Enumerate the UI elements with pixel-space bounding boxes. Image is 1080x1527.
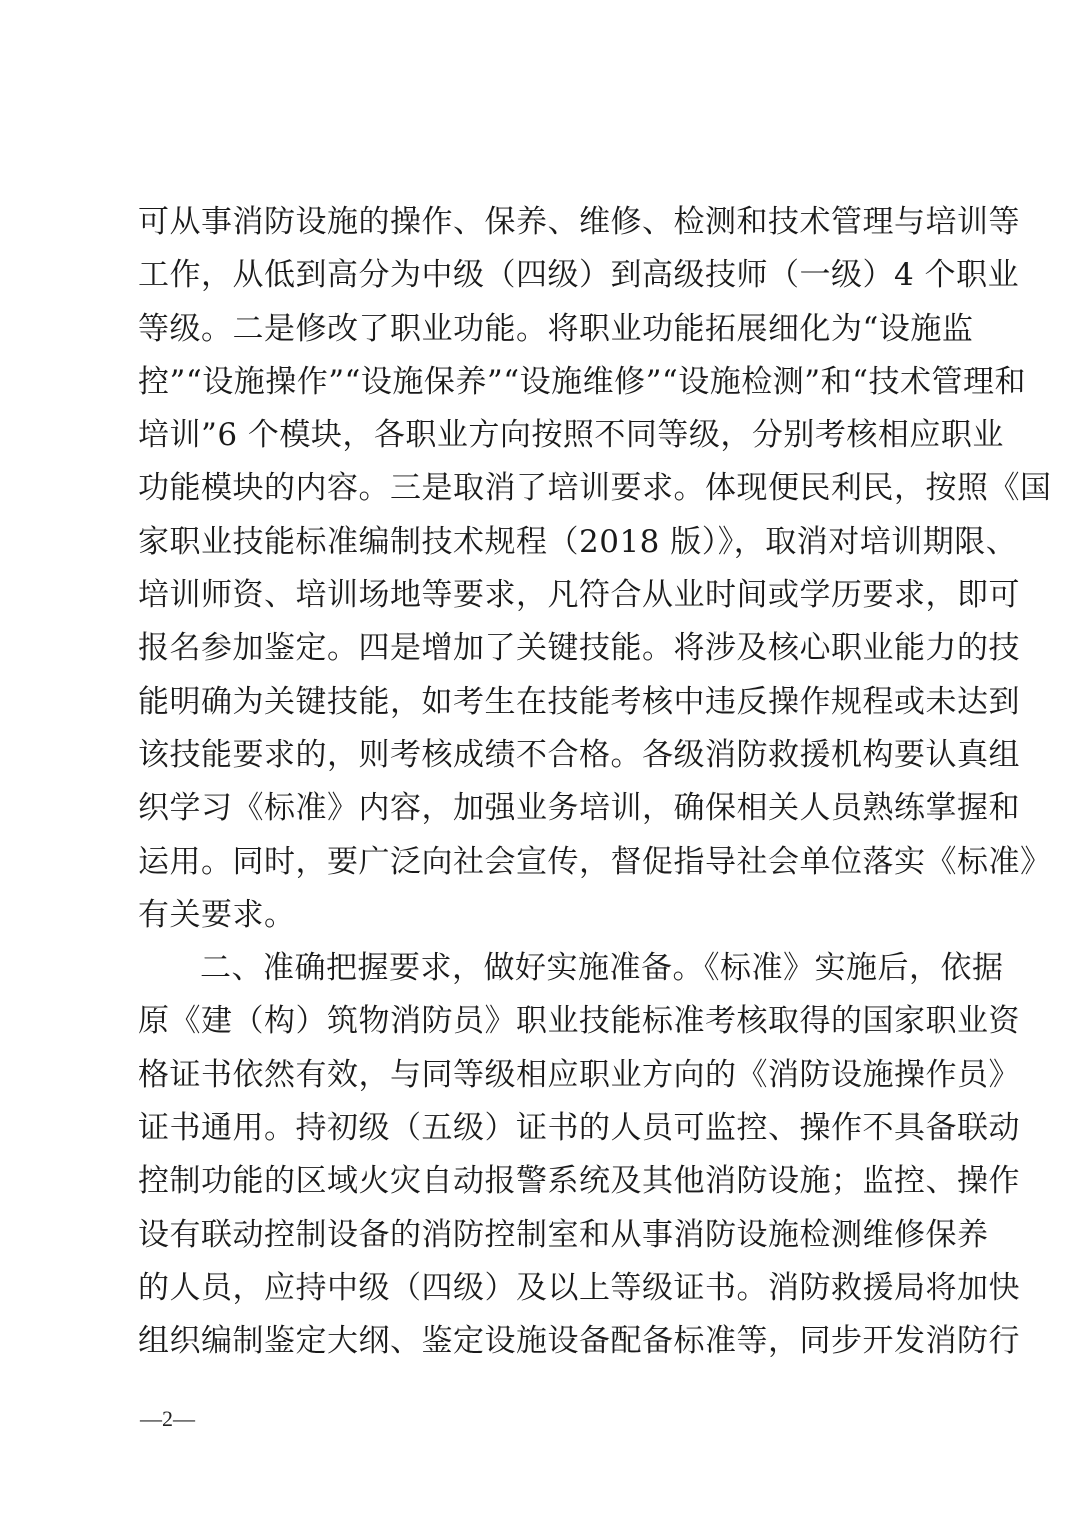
text-line: 等级。二是修改了职业功能。将职业功能拓展细化为“设施监 [138,310,974,347]
text-line: 有关要求。 [138,896,296,933]
text-line: 原《建（构）筑物消防员》职业技能标准考核取得的国家职业资 [138,1003,1020,1040]
text-line: 运用。同时，要广泛向社会宣传，督促指导社会单位落实《标准》 [138,843,1052,880]
text-line: 格证书依然有效，与同等级相应职业方向的《消防设施操作员》 [138,1056,1020,1093]
text-line: 组织编制鉴定大纲、鉴定设施设备配备标准等，同步开发消防行 [138,1323,1020,1360]
text-line: 培训师资、培训场地等要求，凡符合从业时间或学历要求，即可 [138,577,1020,614]
text-line: 设有联动控制设备的消防控制室和从事消防设施检测维修保养 [138,1216,989,1253]
page-number: —2— [140,1406,195,1431]
text-line: 织学习《标准》内容，加强业务培训，确保相关人员熟练掌握和 [138,790,1020,827]
section-heading-line: 二、准确把握要求，做好实施准备。《标准》实施后，依据 [200,950,1004,987]
text-line: 能明确为关键技能，如考生在技能考核中违反操作规程或未达到 [138,683,1020,720]
text-line: 证书通用。持初级（五级）证书的人员可监控、操作不具备联动 [138,1110,1020,1147]
body-text [138,196,1052,1369]
text-line: 控制功能的区域火灾自动报警系统及其他消防设施；监控、操作 [138,1163,1020,1200]
text-line: 工作，从低到高分为中级（四级）到高级技师（一级）4 个职业 [138,257,1020,294]
text-line: 控”“设施操作”“设施保养”“设施维修”“设施检测”和“技术管理和 [138,363,1026,400]
text-line: 可从事消防设施的操作、保养、维修、检测和技术管理与培训等 [138,204,1020,240]
text-line: 的人员，应持中级（四级）及以上等级证书。消防救援局将加快 [138,1269,1020,1306]
text-line: 该技能要求的，则考核成绩不合格。各级消防救援机构要认真组 [138,736,1020,773]
text-line: 功能模块的内容。三是取消了培训要求。体现便民利民，按照《国 [138,470,1052,507]
text-line: 报名参加鉴定。四是增加了关键技能。将涉及核心职业能力的技 [138,630,1020,667]
text-line: 培训”6 个模块，各职业方向按照不同等级，分别考核相应职业 [138,417,1004,454]
text-line: 家职业技能标准编制技术规程（2018 版）》，取消对培训期限、 [138,523,1018,560]
